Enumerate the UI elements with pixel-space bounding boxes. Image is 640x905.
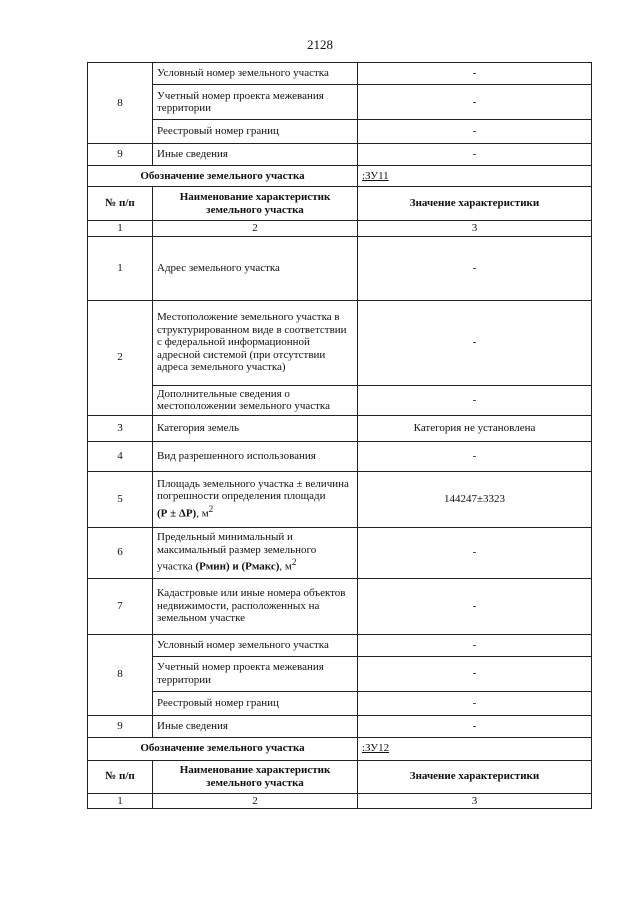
- characteristic-value: -: [358, 441, 592, 471]
- column-index: 3: [358, 793, 592, 809]
- row-number: 4: [88, 441, 153, 471]
- size-unit-power: 2: [291, 557, 297, 568]
- table-row: [88, 441, 592, 471]
- row-number: 9: [88, 144, 153, 166]
- table-row: [88, 415, 592, 441]
- column-index: 1: [88, 221, 153, 237]
- characteristic-value: -: [358, 144, 592, 166]
- table-row: [88, 85, 592, 120]
- table-row: [88, 385, 592, 415]
- area-formula: (Р ± ΔР): [157, 507, 197, 520]
- row-number: 7: [88, 578, 153, 634]
- size-unit: , м: [279, 561, 292, 574]
- characteristic-name: [153, 527, 358, 578]
- characteristic-value: -: [358, 715, 592, 737]
- column-index-row: [88, 793, 592, 809]
- row-number: 1: [88, 236, 153, 300]
- designation-row: [88, 166, 592, 187]
- row-number: 9: [88, 715, 153, 737]
- row-number: 6: [88, 527, 153, 578]
- table-row: [88, 120, 592, 144]
- size-text: Предельный минимальный и максимальный размер земельного участка: [157, 531, 317, 574]
- column-header-name: Наименование характеристик земельного участка: [153, 760, 358, 793]
- characteristic-value: -: [358, 691, 592, 715]
- area-text: Площадь земельного участка ± величина погрешности определения площади: [157, 477, 349, 503]
- table-row: [88, 144, 592, 166]
- row-number: 8: [88, 634, 153, 715]
- table-row: [88, 236, 592, 300]
- designation-label: Обозначение земельного участка: [88, 737, 358, 760]
- designation-code: :ЗУ11: [358, 166, 592, 187]
- column-header-value: Значение характеристики: [358, 187, 592, 221]
- characteristic-name: Кадастровые или иные номера объектов недвижимости, расположенных на земельном участке: [153, 578, 358, 634]
- characteristic-name: Иные сведения: [153, 144, 358, 166]
- characteristic-value: -: [358, 85, 592, 120]
- header-row: [88, 760, 592, 793]
- row-number: 2: [88, 300, 153, 415]
- column-header-number: № п/п: [88, 187, 153, 221]
- characteristic-name: Местоположение земельного участка в структурированном виде в соответствии с федеральной информационной адресной системой (при отсутствии адреса земельного участка): [153, 300, 358, 385]
- designation-label: Обозначение земельного участка: [88, 166, 358, 187]
- designation-row: [88, 737, 592, 760]
- column-header-value: Значение характеристики: [358, 760, 592, 793]
- characteristic-value: -: [358, 527, 592, 578]
- page-number: 2128: [307, 37, 333, 52]
- characteristic-value: -: [358, 300, 592, 385]
- characteristic-name: Условный номер земельного участка: [153, 63, 358, 85]
- characteristic-name: Реестровый номер границ: [153, 120, 358, 144]
- characteristic-name: Условный номер земельного участка: [153, 634, 358, 656]
- column-index-row: [88, 221, 592, 237]
- column-header-number: № п/п: [88, 760, 153, 793]
- designation-code: :ЗУ12: [358, 737, 592, 760]
- area-unit: , м: [196, 507, 209, 520]
- row-number: 5: [88, 471, 153, 527]
- land-plot-table: [87, 62, 592, 809]
- characteristic-value: -: [358, 120, 592, 144]
- column-index: 2: [153, 793, 358, 809]
- row-number: 8: [88, 63, 153, 144]
- table-row: [88, 527, 592, 578]
- table-row: [88, 656, 592, 691]
- characteristic-value: -: [358, 63, 592, 85]
- characteristic-name: Категория земель: [153, 415, 358, 441]
- table-row: [88, 471, 592, 527]
- table-row: [88, 634, 592, 656]
- column-index: 3: [358, 221, 592, 237]
- characteristic-value: Категория не установлена: [358, 415, 592, 441]
- characteristic-value: 144247±3323: [358, 471, 592, 527]
- column-index: 1: [88, 793, 153, 809]
- characteristic-value: -: [358, 236, 592, 300]
- column-index: 2: [153, 221, 358, 237]
- characteristic-name: Вид разрешенного использования: [153, 441, 358, 471]
- header-row: [88, 187, 592, 221]
- column-header-name: Наименование характеристик земельного участка: [153, 187, 358, 221]
- area-unit-power: 2: [208, 503, 214, 514]
- table-row: [88, 691, 592, 715]
- characteristic-value: -: [358, 634, 592, 656]
- characteristic-name: Учетный номер проекта межевания территории: [153, 85, 358, 120]
- characteristic-name: Дополнительные сведения о местоположении земельного участка: [153, 385, 358, 415]
- characteristic-name: [153, 471, 358, 527]
- characteristic-name: Реестровый номер границ: [153, 691, 358, 715]
- row-number: 3: [88, 415, 153, 441]
- table-row: [88, 715, 592, 737]
- characteristic-value: -: [358, 385, 592, 415]
- table-row: [88, 578, 592, 634]
- characteristic-name: Иные сведения: [153, 715, 358, 737]
- table-row: [88, 63, 592, 85]
- characteristic-name: Учетный номер проекта межевания территории: [153, 656, 358, 691]
- characteristic-value: -: [358, 656, 592, 691]
- characteristic-value: -: [358, 578, 592, 634]
- table-row: [88, 300, 592, 385]
- size-formula: (Рмин) и (Рмакс): [195, 561, 280, 574]
- characteristic-name: Адрес земельного участка: [153, 236, 358, 300]
